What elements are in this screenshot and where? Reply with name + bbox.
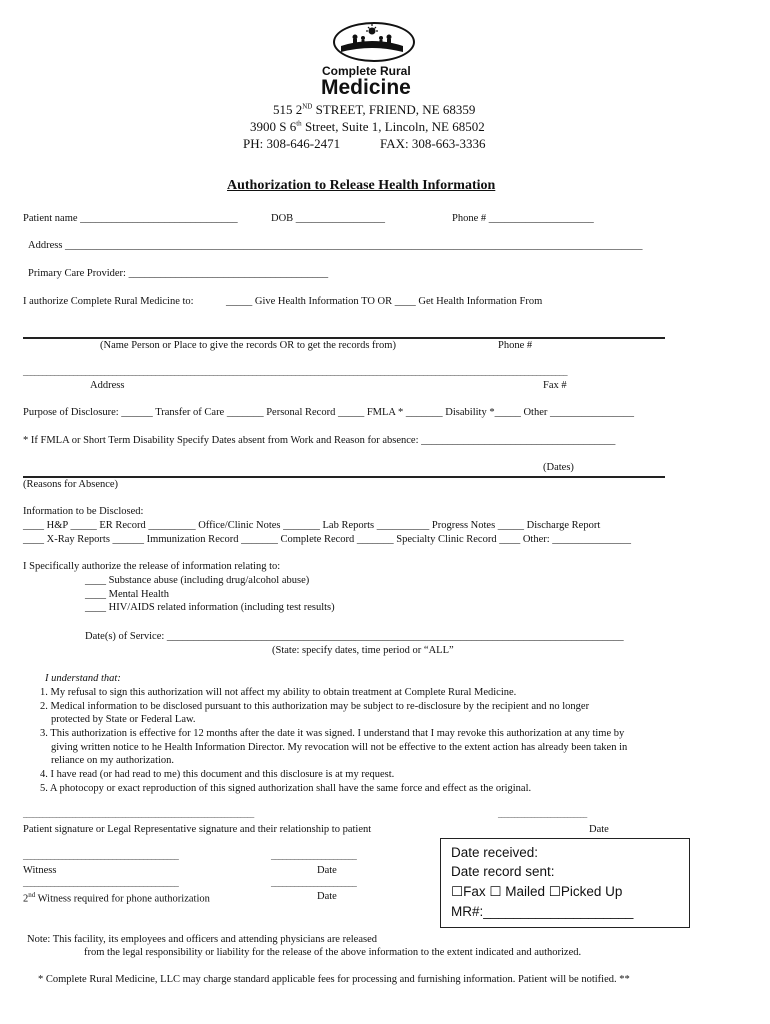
dob-field[interactable]: DOB _________________ <box>271 213 386 224</box>
witness-date-label: Date <box>317 865 337 876</box>
understand-heading: I understand that: <box>45 673 121 684</box>
understand-item: 1. My refusal to sign this authorization will not affect my ability to obtain treatment at Complete Rural Medicine. <box>40 687 517 698</box>
signature-line[interactable]: ______________________________________________________________________ <box>23 811 255 819</box>
witness2-label: 2nd Witness required for phone authorization <box>23 891 210 905</box>
specific-item[interactable]: ____ Substance abuse (including drug/alcohol abuse) <box>85 575 310 586</box>
mr-number-field[interactable]: MR#:____________________ <box>451 904 634 919</box>
specific-item[interactable]: ____ Mental Health <box>85 589 169 600</box>
understand-item: reliance on my authorization. <box>51 755 175 766</box>
release-note-line-2: from the legal responsibility or liability for the release of the above information to the extent indicated and authorized. <box>84 947 582 958</box>
understand-item: giving written notice to he Health Information Director. My revocation will not be effective to the extent action has already been taken in <box>51 742 628 753</box>
recipient-name-label: (Name Person or Place to give the records OR to get the records from) <box>100 340 396 351</box>
patient-address-field[interactable]: Address ______________________________________________________________________________________________________________ <box>28 240 643 251</box>
dates-of-service-field[interactable]: Date(s) of Service: _______________________________________________________________________________________ <box>85 631 624 642</box>
signature-label: Patient signature or Legal Representative signature and their relationship to patient <box>23 824 372 835</box>
fees-note: * Complete Rural Medicine, LLC may charge standard applicable fees for processing and furnishing information. Patient will be notified. ** <box>38 974 630 985</box>
divider <box>23 337 665 339</box>
release-note-line-1: Note: This facility, its employees and officers and attending physicians are released <box>27 934 377 945</box>
recipient-phone-label: Phone # <box>498 340 533 351</box>
understand-item: 2. Medical information to be disclosed pursuant to this authorization may be subject to re-disclosure by the recipient and no longer <box>40 701 590 712</box>
date-record-sent-label: Date record sent: <box>451 864 555 879</box>
logo-emblem-icon <box>333 22 415 62</box>
patient-name-field[interactable]: Patient name ______________________________ <box>23 213 238 224</box>
understand-item: 4. I have read (or had read to me) this document and this disclosure is at my request. <box>40 769 395 780</box>
witness-label: Witness <box>23 865 57 876</box>
patient-phone-field[interactable]: Phone # ____________________ <box>452 213 594 224</box>
recipient-fax-label: Fax # <box>543 380 567 391</box>
fax-number: FAX: 308-663-3336 <box>380 136 486 151</box>
witness2-line[interactable]: ________________________________________ <box>23 879 179 888</box>
understand-item: 5. A photocopy or exact reproduction of this signed authorization shall have the same force and effect as the original. <box>40 783 532 794</box>
divider <box>23 476 665 478</box>
logo-line2: Medicine <box>321 76 411 99</box>
fmla-note[interactable]: * If FMLA or Short Term Disability Specify Dates absent from Work and Reason for absence: _____________________________________ <box>23 435 616 446</box>
specific-heading: I Specifically authorize the release of information relating to: <box>23 561 281 572</box>
logo-line1: Complete Rural <box>322 64 411 78</box>
witness-date-line[interactable]: ______________________ <box>271 852 357 861</box>
understand-item: protected by State or Federal Law. <box>51 714 196 725</box>
recipient-address-line[interactable]: ____________________________________________________________________________________________________________________________________________ <box>23 368 568 377</box>
info-row-2[interactable]: ____ X-Ray Reports ______ Immunization Record _______ Complete Record _______ Specialty Clinic Record ____ Other: _______________ <box>23 534 632 545</box>
service-note: (State: specify dates, time period or “ALL” <box>272 645 454 656</box>
witness2-date-label: Date <box>317 891 337 902</box>
address-line-1: 515 2ND STREET, FRIEND, NE 68359 <box>273 102 476 117</box>
date-received-label: Date received: <box>451 845 539 860</box>
understand-item: 3. This authorization is effective for 12 months after the date it was signed. I understand that I may revoke this authorization at any time by <box>40 728 625 739</box>
reasons-label: (Reasons for Absence) <box>23 479 119 490</box>
info-heading: Information to be Disclosed: <box>23 506 144 517</box>
delivery-method-checkboxes[interactable]: ☐Fax ☐ Mailed ☐Picked Up <box>451 884 623 899</box>
dates-label: (Dates) <box>543 462 574 473</box>
witness2-date-line[interactable]: ______________________ <box>271 879 357 888</box>
info-row-1[interactable]: ____ H&P _____ ER Record _________ Office/Clinic Notes _______ Lab Reports __________ Progress Notes _____ Discharge Report <box>23 520 601 531</box>
witness-line[interactable]: ________________________________________ <box>23 852 179 861</box>
address-line-2: 3900 S 6th Street, Suite 1, Lincoln, NE 68502 <box>250 119 485 134</box>
signature-date-line[interactable]: ___________________________ <box>498 811 588 819</box>
signature-date-label: Date <box>589 824 609 835</box>
specific-item[interactable]: ____ HIV/AIDS related information (including test results) <box>85 602 335 613</box>
recipient-address-label: Address <box>90 380 125 391</box>
purpose-of-disclosure[interactable]: Purpose of Disclosure: ______ Transfer of Care _______ Personal Record _____ FMLA * _______ Disability *_____ Other ________________ <box>23 407 634 418</box>
authorize-options[interactable]: _____ Give Health Information TO OR ____ Get Health Information From <box>226 296 543 307</box>
authorize-text: I authorize Complete Rural Medicine to: <box>23 296 194 307</box>
primary-care-provider-field[interactable]: Primary Care Provider: ______________________________________ <box>28 268 329 279</box>
phone-number: PH: 308-646-2471 <box>243 136 341 151</box>
form-title: Authorization to Release Health Information <box>227 178 496 193</box>
